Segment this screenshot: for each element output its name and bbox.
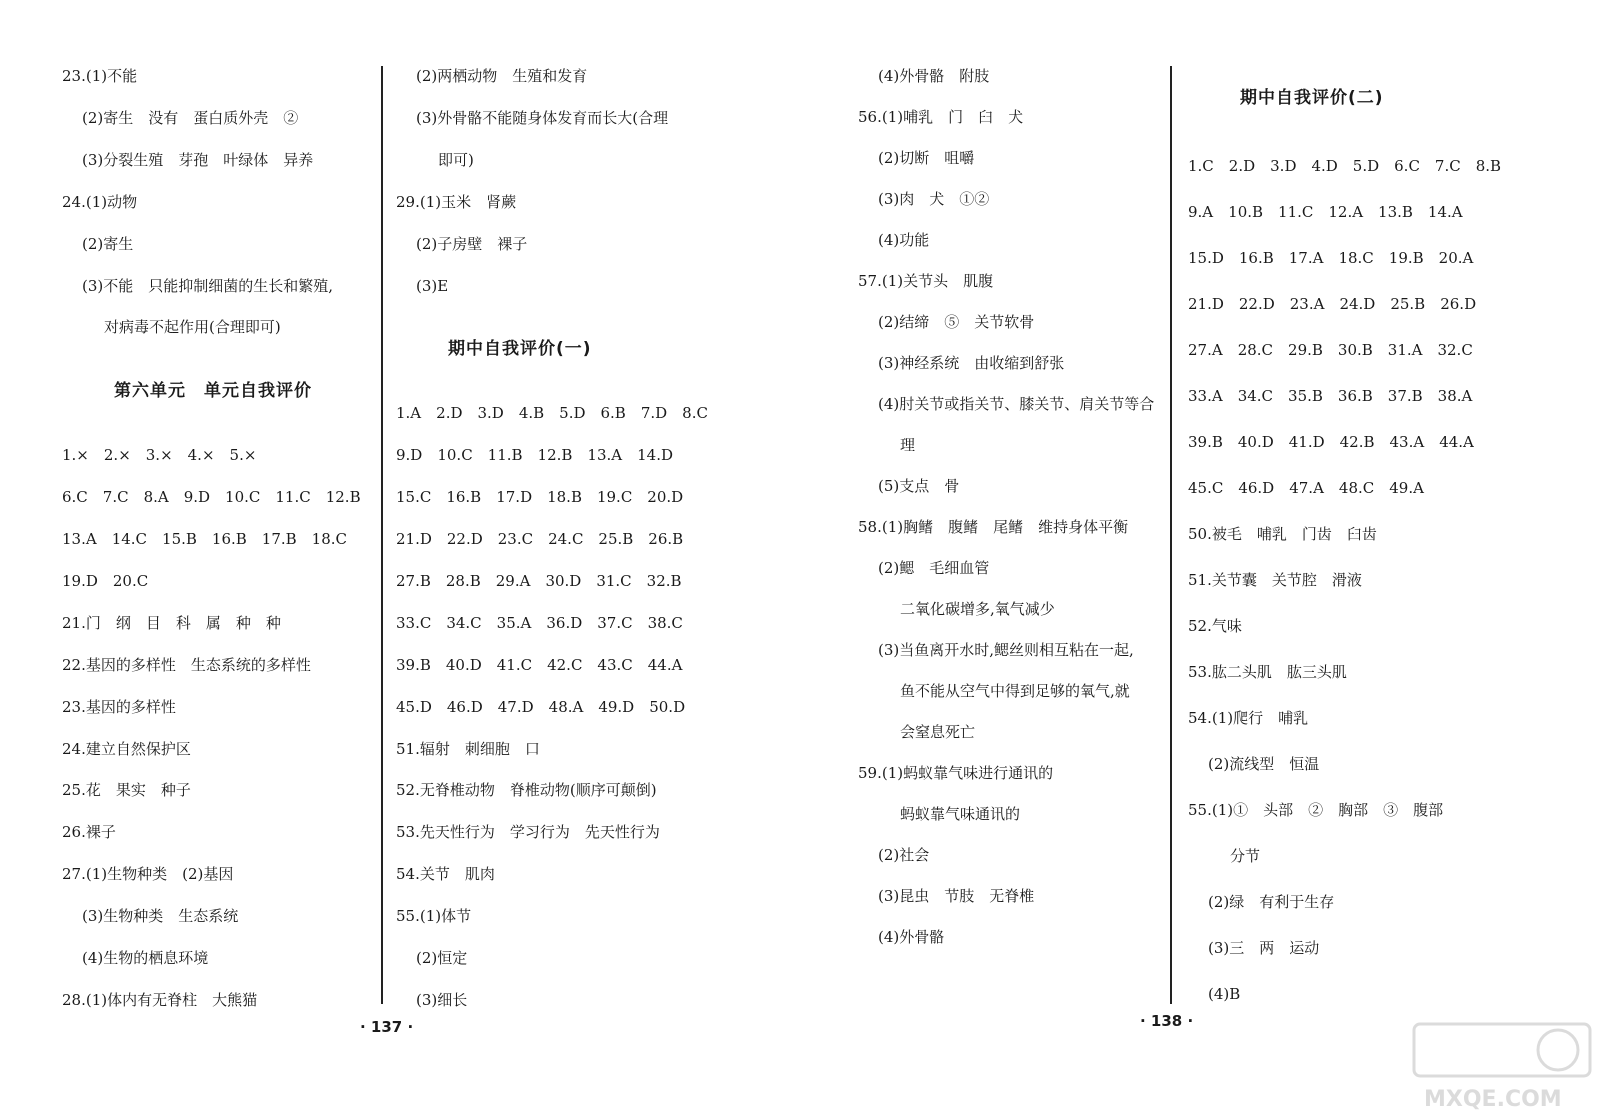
answer-line: 24.(1)动物 (62, 192, 138, 211)
answer-line: 即可) (438, 150, 474, 169)
answer-line: 22.基因的多样性 生态系统的多样性 (62, 655, 311, 674)
column-divider (1170, 66, 1172, 1004)
answer-line: (4)功能 (878, 231, 930, 249)
answer-line: (2)恒定 (416, 949, 468, 967)
answer-line: (3)三 两 运动 (1208, 939, 1320, 957)
answer-line: (5)支点 骨 (878, 477, 960, 495)
section-heading: 第六单元 单元自我评价 (114, 381, 312, 402)
answer-line: (2)切断 咀嚼 (878, 149, 975, 167)
answer-line: 26.裸子 (62, 823, 116, 842)
answer-line: 57.(1)关节头 肌腹 (858, 272, 994, 290)
answer-line: (4)外骨骼 附肢 (878, 67, 990, 85)
answer-line: 理 (900, 436, 916, 454)
answer-line: 39.B 40.D 41.D 42.B 43.A 44.A (1188, 433, 1474, 451)
answer-line: 51.关节囊 关节腔 滑液 (1188, 571, 1362, 589)
answer-line: (2)子房壁 裸子 (416, 234, 528, 253)
answer-line: (2)社会 (878, 846, 930, 864)
answer-line: (2)寄生 没有 蛋白质外壳 ② (82, 108, 299, 127)
answer-line: 二氧化碳增多,氧气减少 (900, 600, 1055, 618)
answer-line: 53.肱二头肌 肱三头肌 (1188, 663, 1347, 681)
answer-line: (3)昆虫 节肢 无脊椎 (878, 887, 1035, 905)
answer-line: (3)E (416, 276, 449, 295)
answer-line: 1.A 2.D 3.D 4.B 5.D 6.B 7.D 8.C (396, 404, 708, 423)
answer-line: (3)神经系统 由收缩到舒张 (878, 354, 1065, 372)
answer-line: 23.(1)不能 (62, 67, 138, 85)
page-number-right: · 138 · (1140, 1012, 1194, 1030)
watermark-logo (1412, 1022, 1592, 1114)
answer-line: 56.(1)哺乳 门 臼 犬 (858, 108, 1024, 126)
answer-line: 19.D 20.C (62, 571, 149, 590)
section-heading: 期中自我评价(一) (448, 339, 592, 360)
column-divider (381, 66, 383, 1004)
answer-line: (3)分裂生殖 芽孢 叶绿体 异养 (82, 150, 314, 169)
answer-line: 15.D 16.B 17.A 18.C 19.B 20.A (1188, 249, 1474, 267)
answer-line: 52.气味 (1188, 617, 1242, 635)
answer-line: (4)外骨骼 (878, 928, 945, 946)
answer-line: 23.基因的多样性 (62, 697, 176, 716)
answer-line: (3)外骨骼不能随身体发育而长大(合理 (416, 108, 669, 127)
answer-line: 1.× 2.× 3.× 4.× 5.× (62, 446, 257, 465)
answer-line: (4)B (1208, 985, 1241, 1003)
answer-line: 50.被毛 哺乳 门齿 臼齿 (1188, 525, 1377, 543)
answer-line: 45.C 46.D 47.A 48.C 49.A (1188, 479, 1424, 497)
answer-line: 9.D 10.C 11.B 12.B 13.A 14.D (396, 446, 673, 465)
answer-line: 6.C 7.C 8.A 9.D 10.C 11.C 12.B (62, 488, 361, 507)
answer-line: 21.D 22.D 23.C 24.C 25.B 26.B (396, 530, 684, 548)
answer-line: 52.无脊椎动物 脊椎动物(顺序可颠倒) (396, 781, 657, 800)
answer-line: 25.花 果实 种子 (62, 781, 191, 800)
answer-line: (2)结缔 ⑤ 关节软骨 (878, 313, 1035, 331)
answer-line: 29.(1)玉米 肾蕨 (396, 192, 517, 211)
answer-line: 54.关节 肌肉 (396, 865, 495, 884)
answer-line: (2)寄生 (82, 234, 134, 253)
answer-line: 45.D 46.D 47.D 48.A 49.D 50.D (396, 697, 686, 716)
answer-line: 分节 (1230, 847, 1261, 865)
answer-line: (3)生物种类 生态系统 (82, 907, 239, 926)
answer-line: 51.辐射 刺细胞 口 (396, 739, 540, 758)
answer-line: 55.(1)① 头部 ② 胸部 ③ 腹部 (1188, 801, 1444, 819)
answer-line: 21.D 22.D 23.A 24.D 25.B 26.D (1188, 295, 1477, 313)
answer-line: 27.B 28.B 29.A 30.D 31.C 32.B (396, 571, 682, 590)
answer-line: 27.(1)生物种类 (2)基因 (62, 865, 234, 884)
watermark-site: MXQE.COM (1424, 1087, 1562, 1112)
answer-line: 54.(1)爬行 哺乳 (1188, 709, 1309, 727)
answer-line: (4)肘关节或指关节、膝关节、肩关节等合 (878, 395, 1155, 413)
answer-line: 58.(1)胸鳍 腹鳍 尾鳍 维持身体平衡 (858, 518, 1129, 536)
answer-line: (2)鳃 毛细血管 (878, 559, 990, 577)
answer-line: 对病毒不起作用(合理即可) (104, 318, 281, 337)
answer-line: (2)两栖动物 生殖和发育 (416, 67, 588, 85)
answer-line: 13.A 14.C 15.B 16.B 17.B 18.C (62, 530, 347, 548)
answer-line: 28.(1)体内有无脊柱 大熊猫 (62, 990, 258, 1009)
answer-line: 蚂蚁靠气味通讯的 (900, 805, 1021, 823)
answer-line: 33.C 34.C 35.A 36.D 37.C 38.C (396, 613, 683, 632)
page-number-left: · 137 · (360, 1018, 414, 1036)
answer-line: 9.A 10.B 11.C 12.A 13.B 14.A (1188, 203, 1463, 221)
answer-line: 24.建立自然保护区 (62, 739, 191, 758)
answer-line: 1.C 2.D 3.D 4.D 5.D 6.C 7.C 8.B (1188, 157, 1502, 175)
answer-line: 会窒息死亡 (900, 723, 976, 741)
answer-line: 55.(1)体节 (396, 907, 472, 926)
answer-line: 53.先天性行为 学习行为 先天性行为 (396, 823, 660, 842)
answer-line: (2)流线型 恒温 (1208, 755, 1320, 773)
answer-line: 39.B 40.D 41.C 42.C 43.C 44.A (396, 655, 683, 674)
section-heading: 期中自我评价(二) (1240, 88, 1384, 108)
answer-line: (3)肉 犬 ①② (878, 190, 990, 208)
answer-line: 33.A 34.C 35.B 36.B 37.B 38.A (1188, 387, 1473, 405)
answer-line: 27.A 28.C 29.B 30.B 31.A 32.C (1188, 341, 1473, 359)
answer-line: (3)不能 只能抑制细菌的生长和繁殖, (82, 276, 334, 295)
answer-line: 鱼不能从空气中得到足够的氧气,就 (900, 682, 1130, 700)
answer-line: (3)当鱼离开水时,鳃丝则相互粘在一起, (878, 641, 1134, 659)
answer-line: (3)细长 (416, 990, 468, 1009)
answer-line: 21.门 纲 目 科 属 种 种 (62, 613, 281, 632)
answer-line: 15.C 16.B 17.D 18.B 19.C 20.D (396, 488, 684, 507)
answer-line: (2)绿 有利于生存 (1208, 893, 1335, 911)
answer-line: (4)生物的栖息环境 (82, 949, 209, 967)
answer-line: 59.(1)蚂蚁靠气味进行通讯的 (858, 764, 1054, 782)
